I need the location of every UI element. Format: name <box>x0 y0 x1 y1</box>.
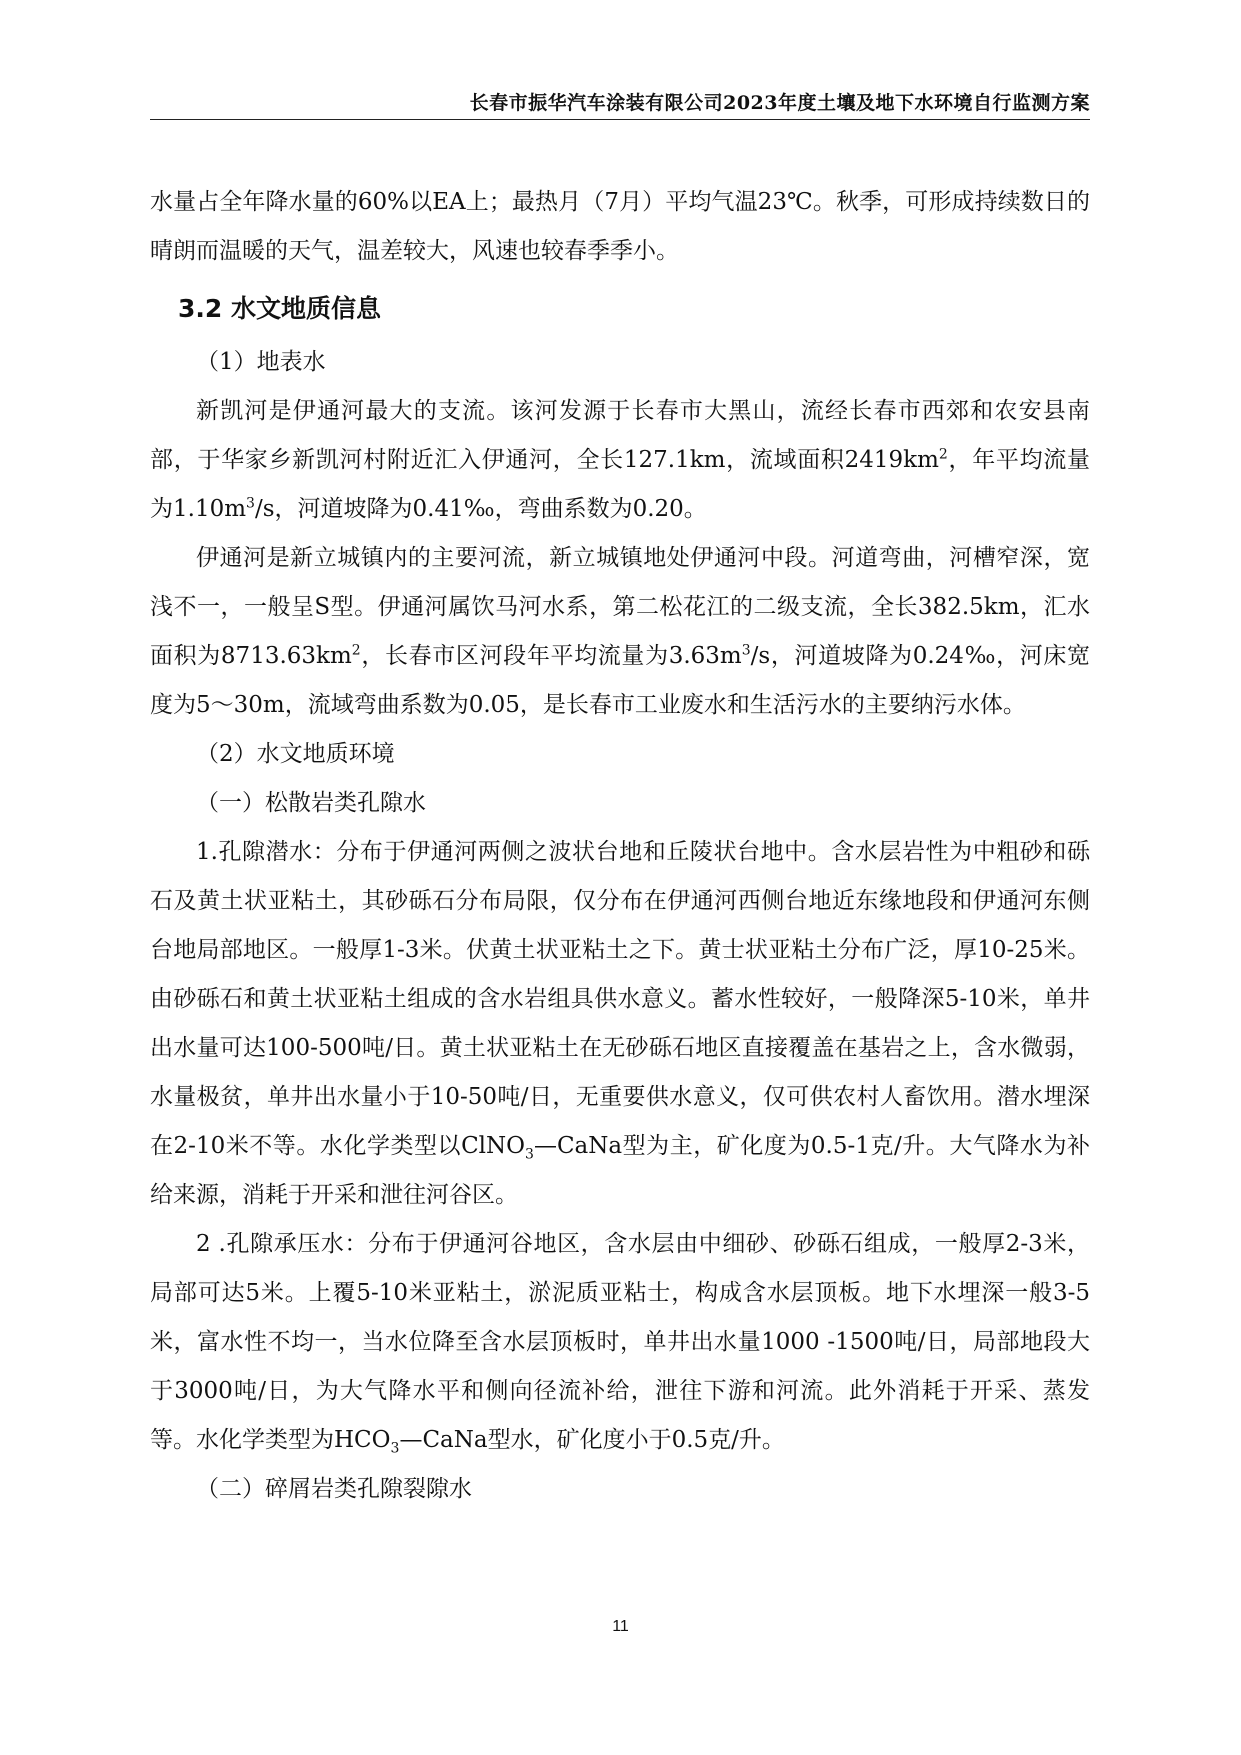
subheading-surface-water: （1）地表水 <box>196 349 326 375</box>
paragraph-yitong-river: 伊通河是新立城镇内的主要河流，新立城镇地处伊通河中段。河道弯曲，河槽窄深，宽浅不一，一般呈S型。伊通河属饮马河水系，第二松花江的二级支流，全长382.5km，汇水面积为$8713.63km^2$，长春市区河段年平均流量为$3.63m^3/s$，河道坡降为0.24‰，河床宽度为5～30m，流域弯曲系数为0.05，是长春市工业废水和生活污水的主要纳污水体。 <box>150 545 1091 718</box>
paragraph-phreatic-water: 1.孔隙潜水：分布于伊通河两侧之波状台地和丘陵状台地中。含水层岩性为中粗砂和砾石及黄土状亚粘土，其砂砾石分布局限，仅分布在伊通河西侧台地近东缘地段和伊通河东侧台地局部地区。一般厚1-3米。伏黄土状亚粘土之下。黄士状亚粘土分布广泛，厚10-25米。由砂砾石和黄土状亚粘土组成的含水岩组具供水意义。蓄水性较好，一般降深5-10米，单井出水量可达100-500吨/日。黄土状亚粘土在无砂砾石地区直接覆盖在基岩之上，含水微弱，水量极贫，单井出水量小于10-50吨/日，无重要供水意义，仅可供农村人畜饮用。潜水埋深在2-10米不等。水化学类型以ClNO$_3$—CaNa型为主，矿化度为0.5-1克/升。大气降水为补给来源，消耗于开采和泄往河谷区。 <box>150 839 1090 1208</box>
subheading-hydrogeology: （2）水文地质环境 <box>196 741 395 767</box>
paragraph-intro: 水量占全年降水量的60%以EA上；最热月（7月）平均气温23℃。秋季，可形成持续数日的晴朗而温暖的天气，温差较大，风速也较春季季小。 <box>150 189 1090 264</box>
page-body <box>150 178 1090 1514</box>
header-rule <box>150 119 1090 120</box>
page-number: 11 <box>612 1618 629 1635</box>
subheading-loose-rock-pore-water: （一）松散岩类孔隙水 <box>196 790 426 816</box>
paragraph-xinkai-river: 新凯河是伊通河最大的支流。该河发源于长春市大黑山，流经长春市西郊和农安县南部，于华家乡新凯河村附近汇入伊通河，全长127.1km，流域面积$2419km^2$，年平均流量为$1.10m^3/s$，河道坡降为0.41‰，弯曲系数为0.20。 <box>150 398 1091 522</box>
page-header-title: 长春市振华汽车涂装有限公司2023年度土壤及地下水环境自行监测方案 <box>469 92 1090 114</box>
section-heading: 3.2 水文地质信息 <box>178 294 381 323</box>
paragraph-confined-water: 2 .孔隙承压水：分布于伊通河谷地区，含水层由中细砂、砂砾石组成，一般厚2-3米，局部可达5米。上覆5-10米亚粘土，淤泥质亚粘士，构成含水层顶板。地下水埋深一般3-5米，富水性不均一，当水位降至含水层顶板时，单井出水量1000 -1500吨/日，局部地段大于3000吨/日，为大气降水平和侧向径流补给，泄往下游和河流。此外消耗于开采、蒸发等。水化学类型为$HCO_3—CaNa$型水，矿化度小于0.5克/升。 <box>150 1231 1090 1457</box>
subheading-clastic-rock-water: （二）碎屑岩类孔隙裂隙水 <box>196 1476 472 1502</box>
